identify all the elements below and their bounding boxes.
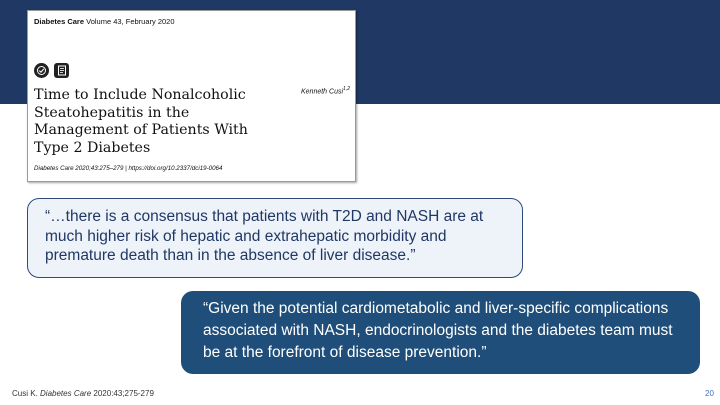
author-affiliation: 1,2 <box>343 86 350 92</box>
journal-name: Diabetes Care <box>34 17 85 26</box>
quote-consensus-text: “…there is a consensus that patients with T2D and NASH are at much higher risk of hepatic and extrahepatic morbidity and premature death than in the absence of liver disease.” <box>45 208 484 264</box>
volume-date: Volume 43, February 2020 <box>86 17 175 26</box>
paper-icons <box>34 63 69 78</box>
paper-author <box>301 86 350 95</box>
paper-title: Time to Include Nonalcoholic Steatohepatitis in the Management of Patients With Type 2 Diabetes <box>34 87 248 156</box>
document-icon <box>54 63 69 78</box>
paper-citation: Diabetes Care 2020;43:275–279 | https://doi.org/10.2337/dci19-0064 <box>34 165 223 172</box>
quote-box-prevention <box>181 291 700 374</box>
check-for-updates-icon <box>34 63 49 78</box>
footer-author: Cusi K. <box>12 389 38 398</box>
footer-citation <box>12 389 154 398</box>
quote-prevention-text: “Given the potential cardiometabolic and liver-specific complications associated with NASH, endocrinologists and the diabetes team must be at the forefront of disease prevention.” <box>203 300 673 361</box>
footer-ref: 2020:43;275-279 <box>93 389 154 398</box>
author-name: Kenneth Cusi <box>301 88 344 96</box>
page-number: 20 <box>705 389 714 398</box>
paper-excerpt-image <box>27 10 356 182</box>
journal-line <box>34 17 175 26</box>
quote-box-consensus <box>27 198 523 278</box>
footer-journal: Diabetes Care <box>40 389 92 398</box>
